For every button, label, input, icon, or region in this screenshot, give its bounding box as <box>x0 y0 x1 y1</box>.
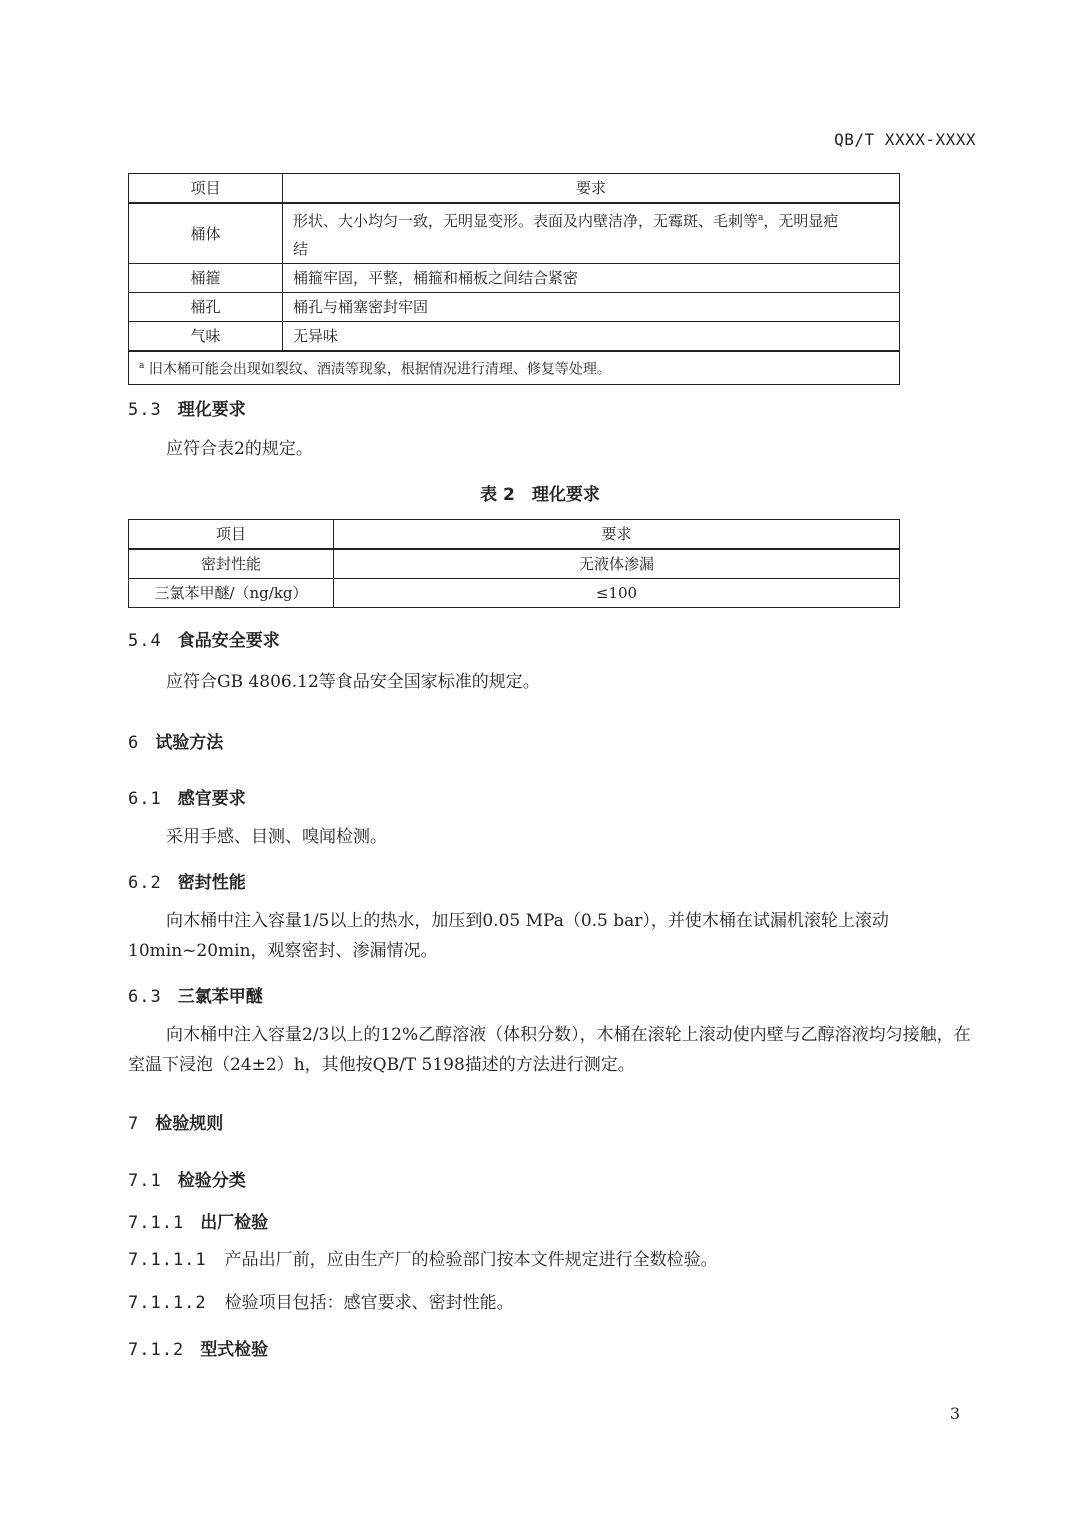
physicochemical-requirements-table <box>128 519 900 608</box>
row-requirement: 桶箍牢固，平整，桶箍和桶板之间结合紧密 <box>283 264 900 293</box>
table-footnote: $^a$ 旧木桶可能会出现如裂纹、酒渍等现象，根据情况进行清理、修复等处理。 <box>129 351 900 384</box>
row-item: 三氯苯甲醚/（ng/kg） <box>129 579 334 608</box>
section-6-3-heading: 6.3 三氯苯甲醚 <box>128 987 263 1007</box>
table-row <box>129 203 900 264</box>
section-6-3-text: 向木桶中注入容量2/3以上的12%乙醇溶液（体积分数），木桶在滚轮上滚动使内壁与乙醇溶液均匀接触，在室温下浸泡（24±2）h，其他按QB/T 5198描述的方法进行测定。 <box>128 1025 971 1075</box>
table-row <box>129 293 900 322</box>
sensory-requirements-table <box>128 173 900 385</box>
table-note-row <box>129 351 900 384</box>
row-item: 密封性能 <box>129 549 334 579</box>
section-6-heading: 6 试验方法 <box>128 733 224 753</box>
table-row <box>129 264 900 293</box>
row-item: 气味 <box>129 322 283 352</box>
section-5-3-heading: 5.3 理化要求 <box>128 400 246 420</box>
section-7-1-heading: 7.1 检验分类 <box>128 1171 246 1191</box>
header-requirement: 要求 <box>283 174 900 204</box>
row-item: 桶体 <box>129 203 283 264</box>
table-header-row <box>129 174 900 204</box>
row-requirement: ≤100 <box>334 579 900 608</box>
table-row <box>129 579 900 608</box>
header-item: 项目 <box>129 520 334 550</box>
section-6-1-heading: 6.1 感官要求 <box>128 789 246 809</box>
section-7-heading: 7 检验规则 <box>128 1114 224 1134</box>
section-5-3-text: 应符合表2的规定。 <box>166 439 313 459</box>
header-requirement: 要求 <box>334 520 900 550</box>
row-item: 桶孔 <box>129 293 283 322</box>
section-7-1-2-heading: 7.1.2 型式检验 <box>128 1340 269 1360</box>
section-5-4-heading: 5.4 食品安全要求 <box>128 631 280 651</box>
clause-7-1-1-2: 7.1.1.2 检验项目包括：感官要求、密封性能。 <box>128 1293 514 1313</box>
section-5-4-text: 应符合GB 4806.12等食品安全国家标准的规定。 <box>166 672 540 692</box>
row-requirement: 形状、大小均匀一致，无明显变形。表面及内壁洁净，无霉斑、毛刺等$^a$，无明显疤 结 <box>283 203 900 264</box>
page-number: 3 <box>949 1404 960 1423</box>
section-6-2-text: 向木桶中注入容量1/5以上的热水，加压到0.05 MPa（0.5 bar），并使木桶在试漏机滚轮上滚动10min~20min，观察密封、渗漏情况。 <box>128 911 889 961</box>
table-row <box>129 549 900 579</box>
row-requirement: 桶孔与桶塞密封牢固 <box>283 293 900 322</box>
clause-7-1-1-1: 7.1.1.1 产品出厂前，应由生产厂的检验部门按本文件规定进行全数检验。 <box>128 1250 718 1270</box>
row-requirement: 无异味 <box>283 322 900 352</box>
section-6-1-text: 采用手感、目测、嗅闻检测。 <box>166 827 387 847</box>
document-code: QB/T XXXX-XXXX <box>834 130 976 149</box>
table-header-row <box>129 520 900 550</box>
table-2-caption: 表 2 理化要求 <box>480 485 600 505</box>
header-item: 项目 <box>129 174 283 204</box>
section-6-2-heading: 6.2 密封性能 <box>128 873 246 893</box>
row-requirement: 无液体渗漏 <box>334 549 900 579</box>
row-item: 桶箍 <box>129 264 283 293</box>
section-7-1-1-heading: 7.1.1 出厂检验 <box>128 1213 269 1233</box>
table-row <box>129 322 900 352</box>
